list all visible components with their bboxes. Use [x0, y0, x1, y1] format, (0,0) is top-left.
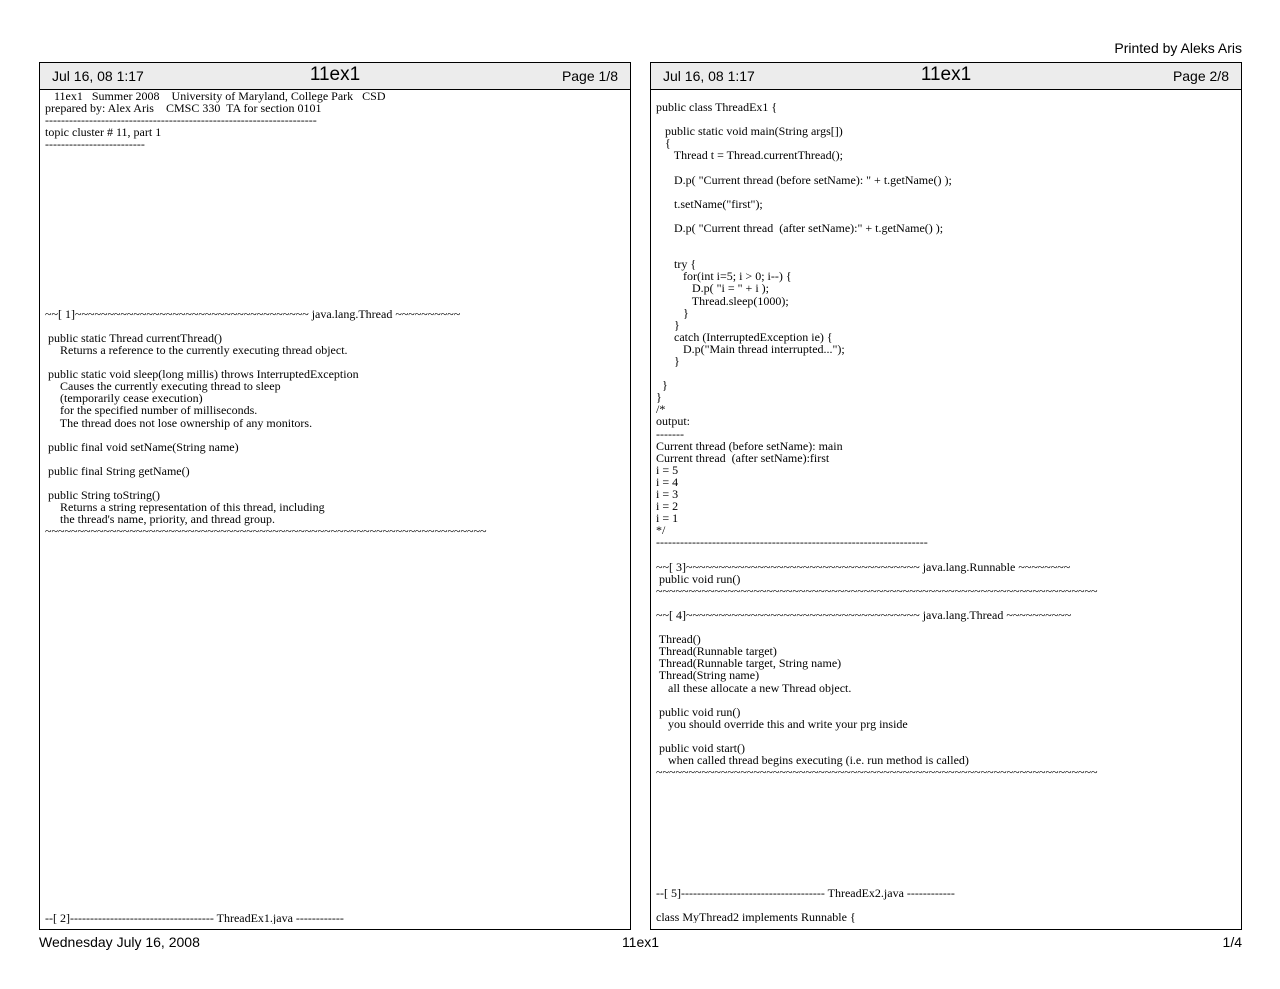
code-line: --[ 2]------------------------------------ ThreadEx1.java ------------: [45, 911, 344, 925]
code-line: }: [656, 390, 662, 405]
code-line: Thread.sleep(1000);: [656, 293, 789, 308]
code-line: }: [656, 317, 680, 332]
code-line: Returns a reference to the currently executing thread object.: [45, 342, 348, 357]
code-line: */: [656, 523, 666, 538]
code-line: /*: [656, 402, 666, 417]
code-line: public void run(): [656, 571, 741, 586]
code-line: --[ 5]------------------------------------ ThreadEx2.java ------------: [656, 886, 955, 901]
code-line: --------------------------------------------------------------------: [656, 535, 928, 550]
page-panel-right: [650, 62, 1242, 930]
header-page-number: Page 1/8: [561, 68, 618, 84]
code-line: ~~[ 3]~~~~~~~~~~~~~~~~~~~~~~~~~~~~~~~~~~~~ java.lang.Runnable ~~~~~~~~: [656, 559, 1071, 574]
code-line: ~~~~~~~~~~~~~~~~~~~~~~~~~~~~~~~~~~~~~~~~~~~~~~~~~~~~~~~~~~~~~~~~~~~~: [656, 583, 1098, 598]
code-line: when called thread begins executing (i.e. run method is called): [656, 753, 969, 768]
code-line: i = 4: [656, 474, 679, 489]
code-line: t.setName("first");: [656, 196, 763, 211]
code-line: }: [656, 353, 680, 368]
code-line: D.p("Main thread interrupted...");: [656, 341, 845, 356]
code-line: Current thread (before setName): main: [656, 438, 843, 453]
code-line: ~~~~~~~~~~~~~~~~~~~~~~~~~~~~~~~~~~~~~~~~~~~~~~~~~~~~~~~~~~~~~~~~~~~~: [656, 765, 1098, 780]
code-line: ~~[ 1]~~~~~~~~~~~~~~~~~~~~~~~~~~~~~~~~~~~~ java.lang.Thread ~~~~~~~~~~: [45, 306, 461, 321]
code-line: 11ex1 Summer 2008 University of Maryland, College Park CSD: [45, 90, 386, 103]
code-line: public final void setName(String name): [45, 439, 239, 454]
code-line: public static void main(String args[]): [656, 124, 843, 139]
code-line: ~~~~~~~~~~~~~~~~~~~~~~~~~~~~~~~~~~~~~~~~~~~~~~~~~~~~~~~~~~~~~~~~~~~~: [45, 524, 487, 539]
code-line: Causes the currently executing thread to sleep: [45, 379, 281, 394]
code-line: i = 5: [656, 462, 679, 477]
footer-sheet-number: 1/4: [1222, 934, 1242, 950]
code-line: all these allocate a new Thread object.: [656, 680, 852, 695]
code-line: --------------------------------------------------------------------: [45, 113, 317, 128]
code-line: public final String getName(): [45, 463, 190, 478]
code-line: public static void sleep(long millis) throws InterruptedException: [45, 367, 359, 382]
code-line: public void start(): [656, 740, 745, 755]
code-line: i = 3: [656, 487, 679, 501]
code-line: }: [656, 378, 668, 393]
code-line: output:: [656, 414, 691, 429]
header-title: 11ex1: [920, 64, 972, 85]
code-line: the thread's name, priority, and thread group.: [45, 512, 275, 527]
code-line: for the specified number of milliseconds.: [45, 403, 258, 418]
code-line: prepared by: Alex Aris CMSC 330 TA for section 0101: [45, 101, 322, 116]
code-line: i = 2: [656, 499, 679, 514]
code-line: Thread(): [656, 632, 701, 647]
header-date: Jul 16, 08 1:17: [663, 68, 755, 84]
page-header: [40, 63, 630, 90]
page-panel-left: [39, 62, 631, 930]
code-line: Thread(Runnable target): [656, 644, 777, 659]
code-line: (temporarily cease execution): [45, 391, 203, 406]
code-line: public class ThreadEx1 {: [656, 101, 778, 114]
code-line: topic cluster # 11, part 1: [45, 125, 162, 140]
page-header: [651, 63, 1241, 90]
code-line: Thread(Runnable target, String name): [656, 656, 842, 671]
printed-by-label: Printed by Aleks Aris: [1114, 40, 1242, 56]
page-footer: [39, 934, 1242, 952]
code-line: for(int i=5; i > 0; i--) {: [656, 269, 792, 284]
header-title: 11ex1: [309, 64, 361, 85]
code-line: class MyThread2 implements Runnable {: [656, 910, 856, 924]
code-listing: [651, 101, 1241, 923]
code-line: try {: [656, 257, 697, 272]
code-line: The thread does not lose ownership of any monitors.: [45, 415, 313, 430]
header-date: Jul 16, 08 1:17: [52, 68, 144, 84]
code-line: Returns a string representation of this thread, including: [45, 500, 325, 515]
footer-title: 11ex1: [621, 934, 660, 950]
code-line: {: [656, 136, 671, 151]
code-line: i = 1: [656, 511, 679, 526]
code-line: public String toString(): [45, 488, 160, 503]
code-line: -------------------------: [45, 137, 145, 152]
header-page-number: Page 2/8: [1172, 68, 1229, 84]
code-line: Current thread (after setName):first: [656, 450, 830, 465]
code-line: }: [656, 305, 689, 320]
code-line: D.p( "Current thread (before setName): " + t.getName() );: [656, 172, 952, 187]
code-line: public void run(): [656, 704, 741, 719]
code-line: Thread t = Thread.currentThread();: [656, 148, 843, 163]
code-line: ~~[ 4]~~~~~~~~~~~~~~~~~~~~~~~~~~~~~~~~~~~~ java.lang.Thread ~~~~~~~~~~: [656, 607, 1072, 622]
footer-date: Wednesday July 16, 2008: [39, 934, 200, 950]
code-listing: [40, 90, 630, 924]
code-line: -------: [656, 426, 684, 441]
code-line: D.p( "i = " + i );: [656, 281, 769, 296]
code-line: D.p( "Current thread (after setName):" + t.getName() );: [656, 220, 944, 235]
code-line: Thread(String name): [656, 668, 760, 683]
code-line: public static Thread currentThread(): [45, 330, 223, 345]
code-line: catch (InterruptedException ie) {: [656, 329, 833, 344]
code-line: you should override this and write your prg inside: [656, 716, 908, 731]
